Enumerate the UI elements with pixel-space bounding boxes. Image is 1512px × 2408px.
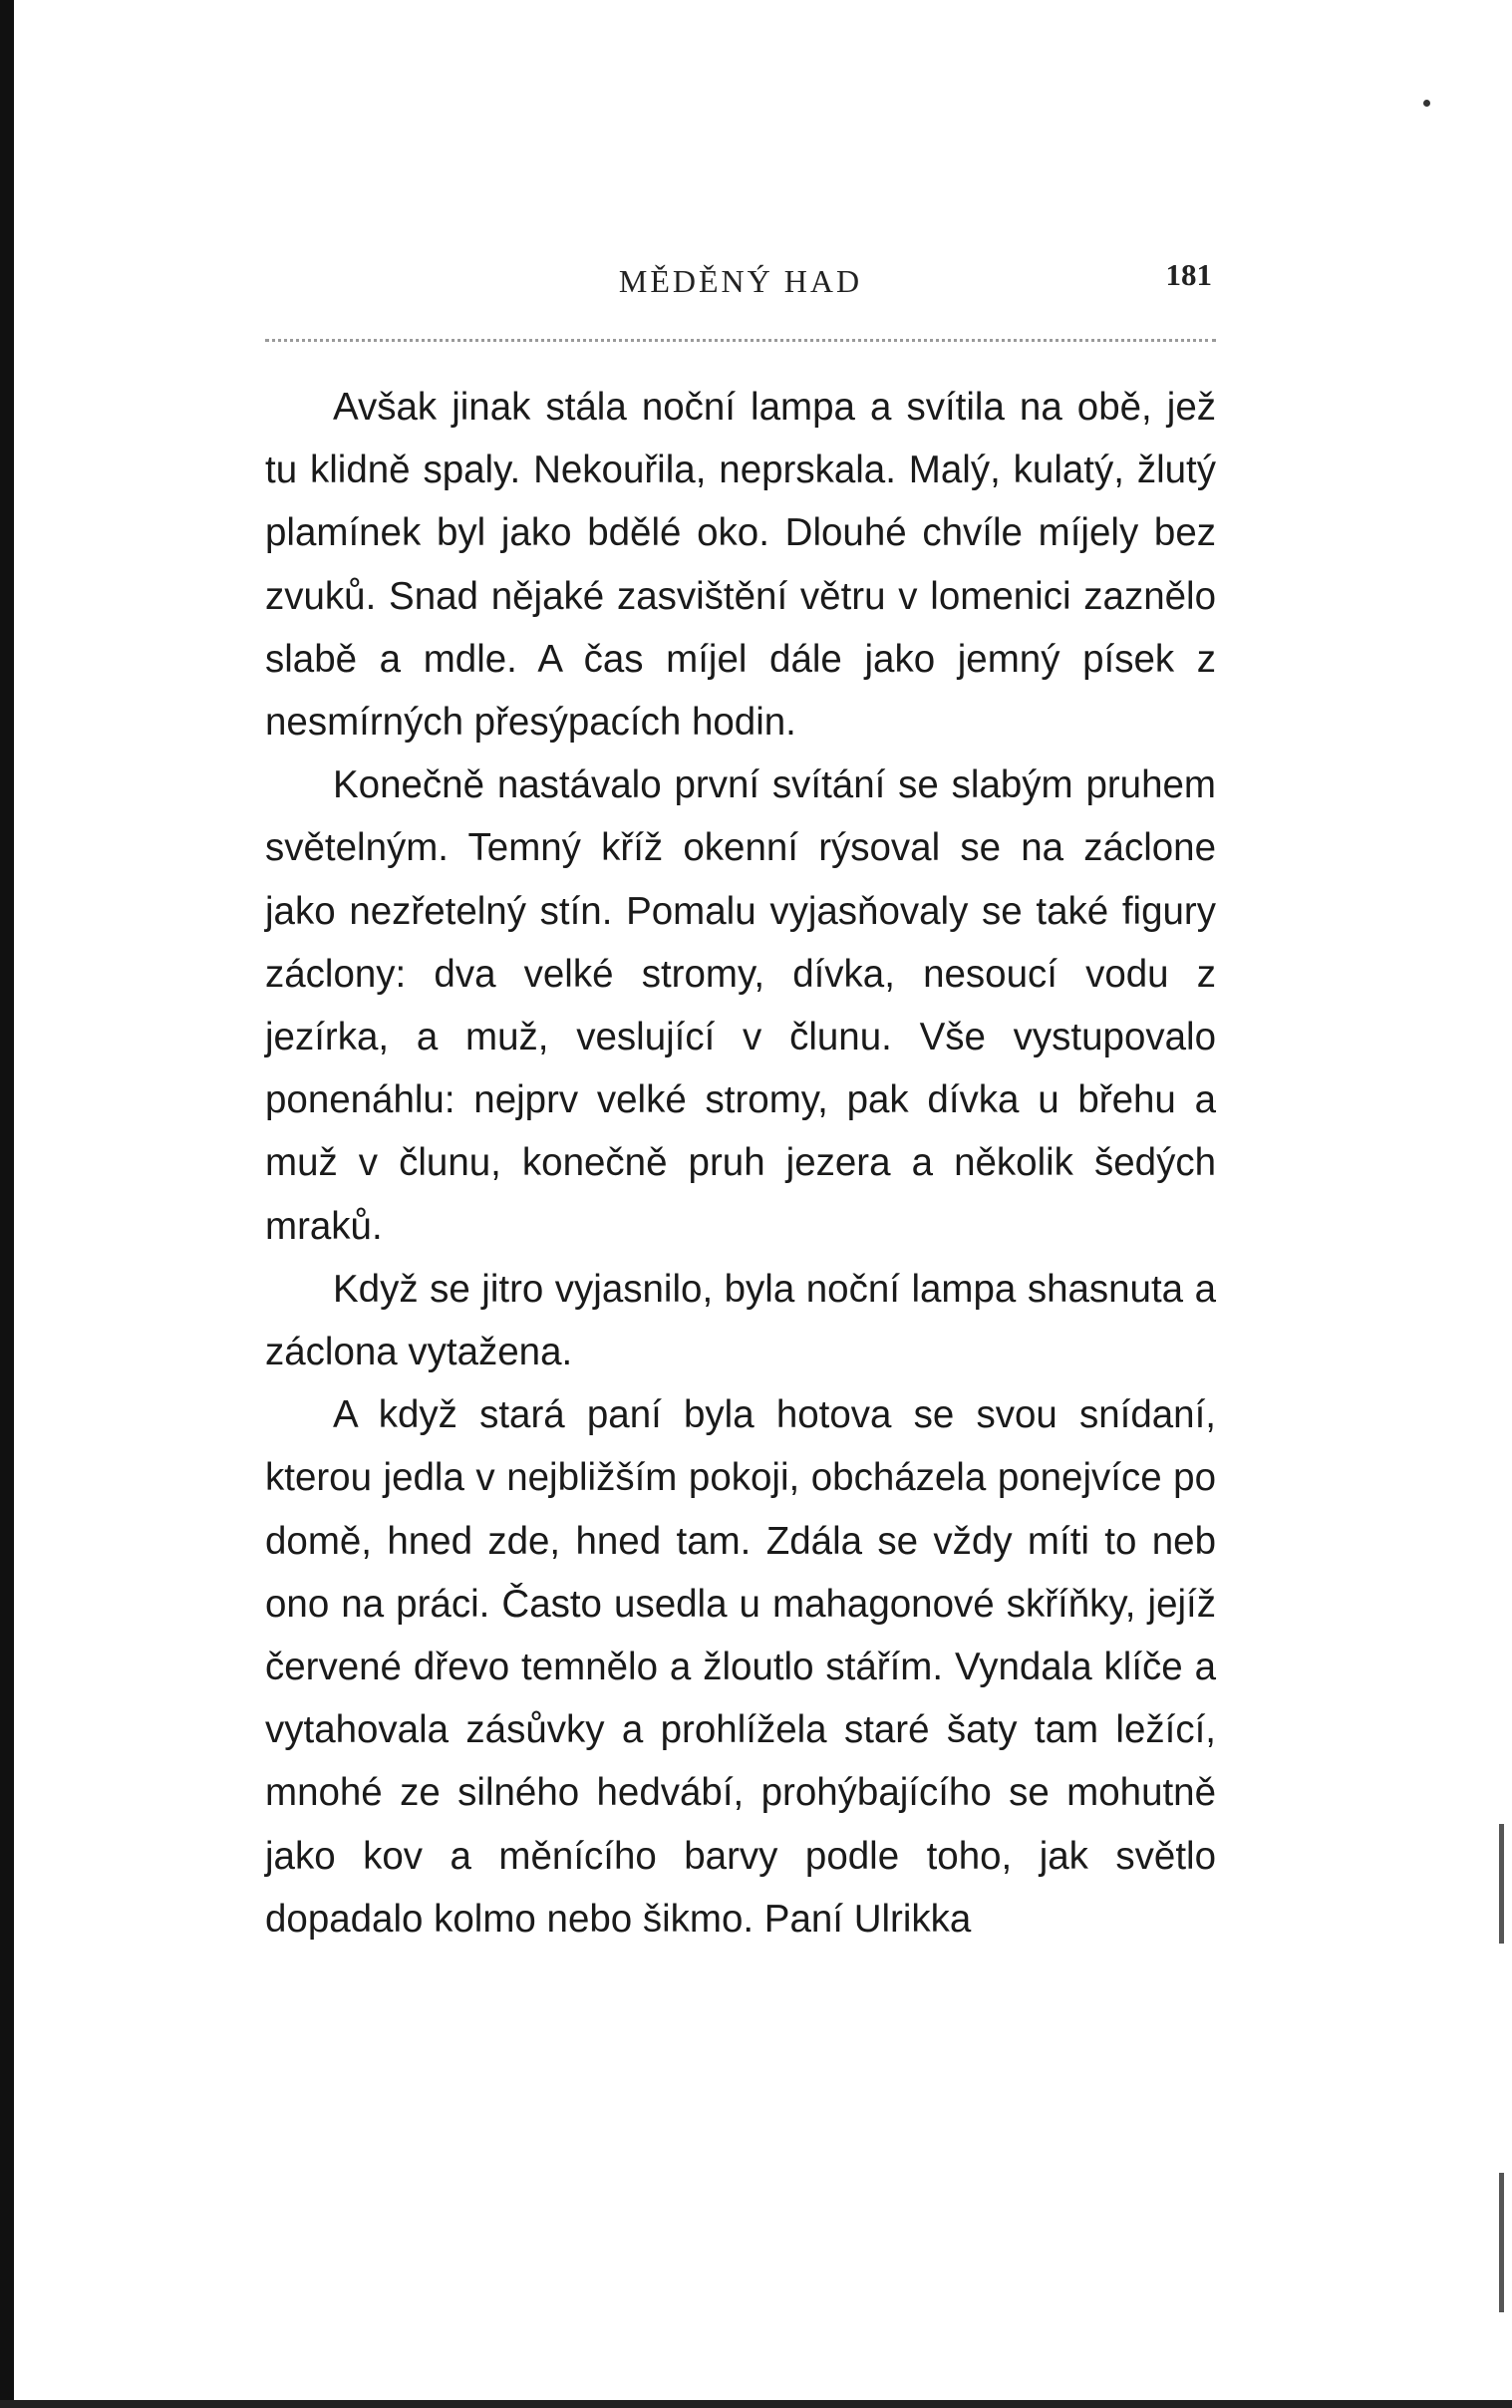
running-title: MĚDĚNÝ HAD: [618, 263, 863, 299]
header-dotted-rule: [265, 339, 1216, 342]
scan-dust-dot: [1423, 100, 1430, 107]
scan-right-mark: [1499, 2173, 1504, 2312]
scan-right-mark: [1499, 1824, 1504, 1944]
paragraph: Avšak jinak stála noční lampa a svítila na obě, jež tu klidně spaly. Nekouřila, neprskala. Malý, kulatý, žlutý plamínek byl jako bdělé oko. Dlouhé chvíle míjely bez zvuků. Snad nějaké zasvištění větru v lomenici zaznělo slabě a mdle. A čas míjel dále jako jemný písek z nesmírných přesýpacích hodin.: [265, 386, 1216, 745]
paragraph: A když stará paní byla hotova se svou snídaní, kterou jedla v nejbližším pokoji, obcházela ponejvíce po domě, hned zde, hned tam. Zdála se vždy míti to neb ono na práci. Často usedla u mahagonové skříňky, jejíž červené dřevo temnělo a žloutlo stářím. Vyndala klíče a vytahovala zásůvky a prohlížela staré šaty tam ležící, mnohé ze silného hedvábí, prohýbajícího se mohutně jako kov a měnícího barvy podle toho, jak světlo dopadalo kolmo nebo šikmo. Paní Ulrikka: [265, 1393, 1216, 1941]
paragraph: Konečně nastávalo první svítání se slabým pruhem světelným. Temný kříž okenní rýsoval se na záclone jako nezřetelný stín. Pomalu vyjasňovaly se také figury záclony: dva velké stromy, dívka, nesoucí vodu z jezírka, a muž, veslující v člunu. Vše vystupovalo ponenáhlu: nejprv velké stromy, pak dívka u břehu a muž v člunu, konečně pruh jezera a několik šedých mraků.: [265, 763, 1216, 1248]
scan-bottom-edge: [0, 2400, 1512, 2408]
scan-left-edge: [0, 0, 14, 2408]
page-number: 181: [1165, 257, 1212, 292]
running-head: [265, 249, 1216, 309]
body-text: [265, 376, 1216, 1951]
paragraph: Když se jitro vyjasnilo, byla noční lampa shasnuta a záclona vytažena.: [265, 1267, 1216, 1374]
book-page: [265, 249, 1216, 1951]
